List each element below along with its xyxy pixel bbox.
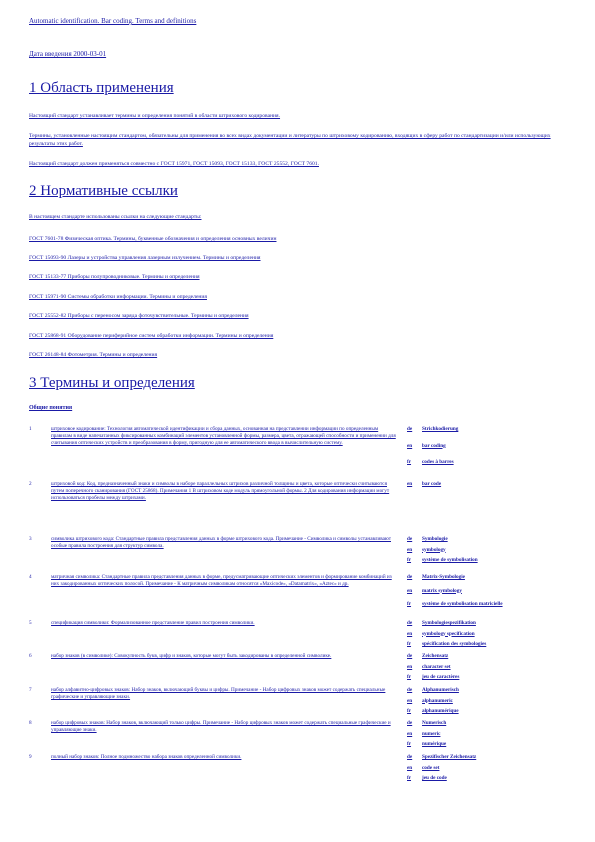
lang-term: bar coding [422,442,446,449]
lang-code: en [407,481,413,487]
lang-code: de [407,620,413,626]
term-number: 6 [29,653,32,659]
lang-term: Matrix-Symbologie [422,574,465,580]
lang-code: fr [407,557,412,563]
lang-code: en [407,587,413,594]
lang-term: spécification des symbologies [422,641,487,647]
lang-term: Symbologiespezifikation [422,620,476,626]
lang-code: de [407,574,413,580]
lang-term: codes à barres [422,459,454,465]
section-2-heading: 2 Нормативные ссылки [29,183,178,199]
term-definition: символика штрихового кода: Стандартные правила представления данных в форме штрихового кода. Примечание - Символика и символы устанавливают особые правила построения для структур символа. [51,536,391,549]
term-translations [407,754,577,786]
lang-code: de [407,754,413,760]
term-translations [407,426,577,470]
section-1-paragraph: Настоящий стандарт устанавливает термины и определения понятий в области штрихового кодирования. [29,113,281,119]
lang-code: de [407,536,413,542]
lang-code: en [407,630,413,637]
section-1-heading: 1 Область применения [29,80,174,96]
lang-code: de [407,426,413,432]
lang-term: character set [422,663,451,670]
lang-code: en [407,442,413,449]
lang-term: code set [422,764,440,771]
lang-term: symbology [422,546,446,553]
lang-term: numeric [422,730,441,737]
lang-term: système de symbolisation matricielle [422,601,503,607]
term-number: 2 [29,481,32,487]
lang-term: Spezifischer Zeichensatz [422,754,477,760]
term-definition: набор знаков (в символике): Совокупность букв, цифр и знаков, которые могут быть закодированы в определенной символике. [51,653,332,659]
section-3-subheading: Общие понятия [29,405,73,411]
term-translations [407,574,577,612]
term-translations [407,620,577,652]
term-translations [407,687,577,719]
lang-term: Strichkodierung [422,426,459,432]
term-number: 3 [29,536,32,542]
term-number: 4 [29,574,32,580]
lang-code: en [407,764,413,771]
lang-term: numérique [422,741,447,747]
term-definition: набор цифровых знаков: Набор знаков, включающий только цифры. Примечание - Набор цифровых знаков может содержать специальные графические и управляющие знаки. [51,720,391,733]
reference-link[interactable]: ГОСТ 15971-90 Системы обработки информации. Термины и определения [29,294,207,300]
term-number: 7 [29,687,32,693]
lang-code: en [407,730,413,737]
lang-code: fr [407,641,412,647]
lang-code: en [407,663,413,670]
section-1-paragraph: Термины, установленные настоящим стандартом, обязательны для применения во всех видах документации и литературы по штриховому кодированию, входящих в сферу работ по стандартизации и/или использующих результаты этих работ. [29,133,551,147]
reference-link[interactable]: ГОСТ 7601-78 Физическая оптика. Термины, буквенные обозначения и определения основных величин [29,236,277,242]
lang-code: fr [407,459,412,465]
term-definition: штриховое кодирование: Технология автоматической идентификации и сбора данных, основанная на представлении информации по определенным правилам в виде напечатанных фиксированных комбинаций элементов установленной формы, размера, цвета, отражающей способности и применении для считывания оптических устройств и преобразования в форму, пригодную для ее автоматического ввода в вычислительную систему. [51,426,396,446]
term-definition: набор алфавитно-цифровых знаков: Набор знаков, включающий буквы и цифры. Примечание - Набор цифровых знаков может содержать специальные графические и управляющие знаки. [51,687,386,700]
reference-link[interactable]: ГОСТ 25552-82 Приборы с переносом заряда фоточувствительные. Термины и определения [29,313,249,319]
term-translations [407,653,577,685]
lang-code: fr [407,775,412,781]
term-definition: матричная символика: Стандартные правила представления данных в форме, предусматривающие оптических элементов и формирование комбинаций из них закодированных оптических полосой. Примечание - К матричным символикам относятся «Maxicode», «Datamatrix», «Aztec» и др. [51,574,392,587]
lang-term: système de symbolisation [422,557,478,563]
lang-code: fr [407,741,412,747]
term-number: 9 [29,754,32,760]
lang-term: Numerisch [422,720,447,726]
lang-code: de [407,687,413,693]
reference-link[interactable]: ГОСТ 15133-77 Приборы полупроводниковые. Термины и определения [29,274,200,280]
lang-term: jeu de code [422,775,447,781]
lang-code: de [407,720,413,726]
lang-term: alphanumeric [422,697,453,704]
term-definition: штриховой код: Код, предназначенный знаки и символы в наборе параллельных штрихов различной толщины и цвета, которые оптически считываются путем поперечного сканирования (ГОСТ 25868). Примечания 1 В штриховом коде модуль прямоугольной формы. 2 Для кодирования информации могут использоваться пробелы между штрихами. [51,481,390,501]
term-translations [407,481,577,492]
effective-date: Дата введения 2000-03-01 [29,50,107,58]
lang-term: jeu de caractères [422,674,460,680]
lang-term: alphanumérique [422,708,459,714]
section-1-paragraph: Настоящий стандарт должен применяться совместно с ГОСТ 15971, ГОСТ 15093, ГОСТ 15133, ГОСТ 25552, ГОСТ 7601. [29,161,319,167]
term-translations [407,720,577,752]
term-definition: спецификация символики: Формализованное представление правил построения символики. [51,620,255,626]
lang-code: fr [407,708,412,714]
lang-term: matrix symbology [422,587,462,594]
term-number: 5 [29,620,32,626]
lang-term: symbology specification [422,630,475,637]
reference-link[interactable]: ГОСТ 25868-91 Оборудование периферийное систем обработки информации. Термины и определения [29,333,274,339]
lang-code: en [407,697,413,704]
lang-term: Zeichensatz [422,653,449,659]
section-3-heading: 3 Термины и определения [29,375,195,391]
lang-code: de [407,653,413,659]
term-definition: полный набор знаков: Полное подмножество набора знаков определенной символики. [51,754,242,760]
lang-term: bar code [422,481,442,487]
lang-code: fr [407,601,412,607]
lang-code: en [407,546,413,553]
lang-code: fr [407,674,412,680]
lang-term: Symbologie [422,536,448,542]
section-2-intro: В настоящем стандарте использованы ссылки на следующие стандарты: [29,214,202,220]
lang-term: Alphanumerisch [422,687,459,693]
document-title-link[interactable]: Automatic identification. Bar coding. Terms and definitions [29,17,197,25]
reference-link[interactable]: ГОСТ 15093-90 Лазеры и устройства управления лазерным излучением. Термины и определения [29,255,261,261]
term-translations [407,536,577,568]
term-number: 8 [29,720,32,726]
reference-link[interactable]: ГОСТ 26148-84 Фотометрия. Термины и определения [29,352,158,358]
term-number: 1 [29,426,32,432]
